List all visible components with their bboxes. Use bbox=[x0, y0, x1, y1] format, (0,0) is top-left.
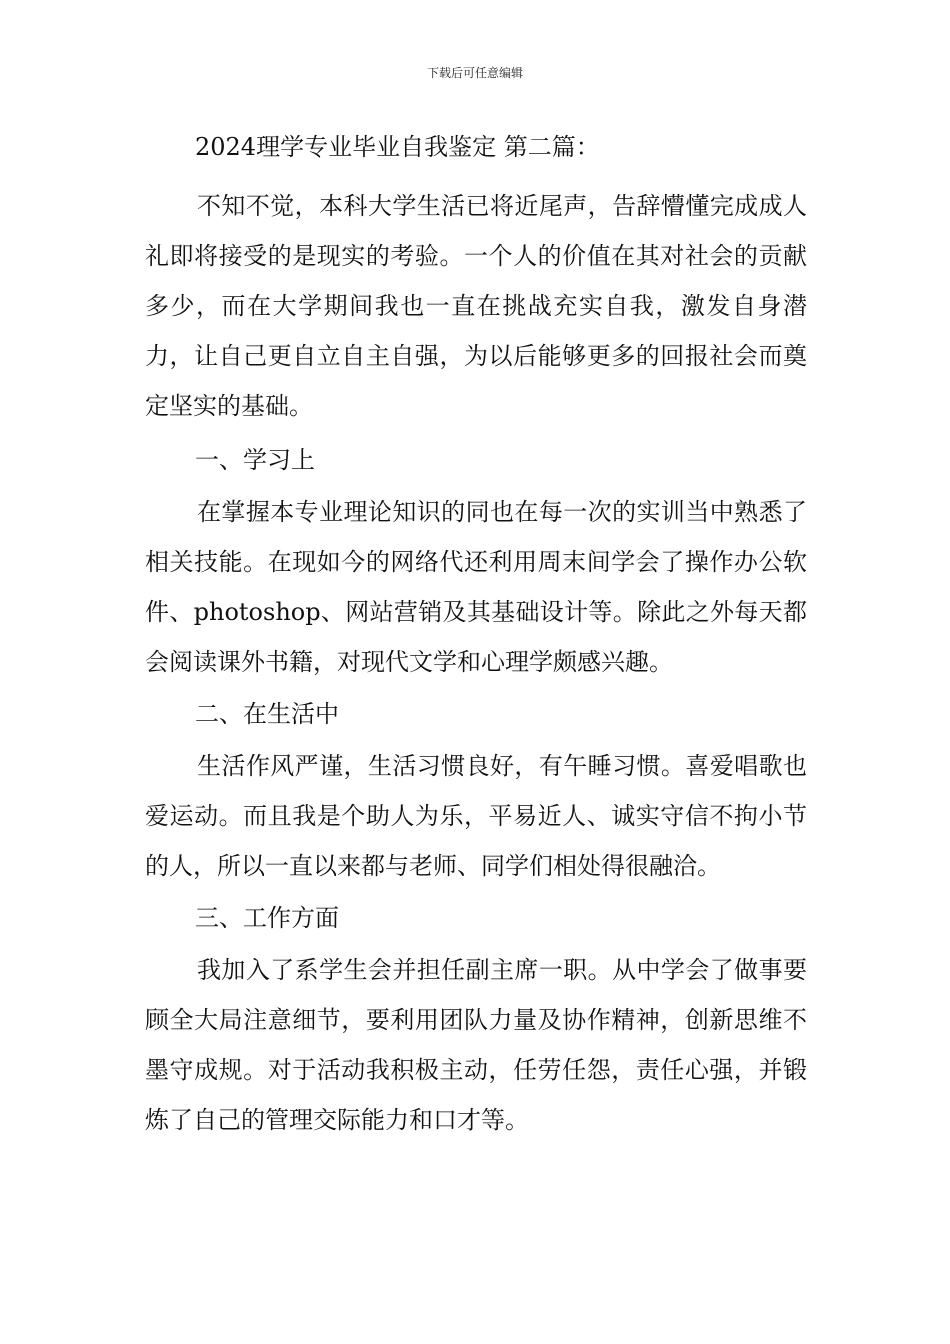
section-paragraph-work: 我加入了系学生会并担任副主席一职。从中学会了做事要顾全大局注意细节，要利用团队力量及协作精神，创新思维不墨守成规。对于活动我积极主动，任劳任怨，责任心强，并锻炼了自己的管理交际能力和口才等。 bbox=[145, 956, 807, 1134]
section-paragraph-study: 在掌握本专业理论知识的同也在每一次的实训当中熟悉了相关技能。在现如今的网络代还利用周末间学会了操作办公软件、photoshop、网站营销及其基础设计等。除此之外每天都会阅读课外书籍，对现代文学和心理学颇感兴趣。 bbox=[145, 498, 807, 676]
section-heading-study: 一、学习上 bbox=[195, 446, 315, 474]
intro-paragraph: 不知不觉，本科大学生活已将近尾声，告辞懵懂完成成人礼即将接受的是现实的考验。一个人的价值在其对社会的贡献多少，而在大学期间我也一直在挑战充实自我，激发自身潜力，让自己更自立自主自强，为以后能够更多的回报社会而奠定坚实的基础。 bbox=[145, 192, 807, 420]
section-paragraph-life: 生活作风严谨，生活习惯良好，有午睡习惯。喜爱唱歌也爱运动。而且我是个助人为乐，平易近人、诚实守信不拘小节的人，所以一直以来都与老师、同学们相处得很融洽。 bbox=[145, 752, 807, 880]
section-heading-life: 二、在生活中 bbox=[195, 700, 339, 728]
page-header-note: 下载后可任意编辑 bbox=[426, 66, 523, 80]
section-heading-work: 三、工作方面 bbox=[195, 904, 339, 932]
document-body bbox=[145, 128, 807, 1145]
document-title: 2024理学专业毕业自我鉴定 第二篇： bbox=[195, 133, 600, 161]
